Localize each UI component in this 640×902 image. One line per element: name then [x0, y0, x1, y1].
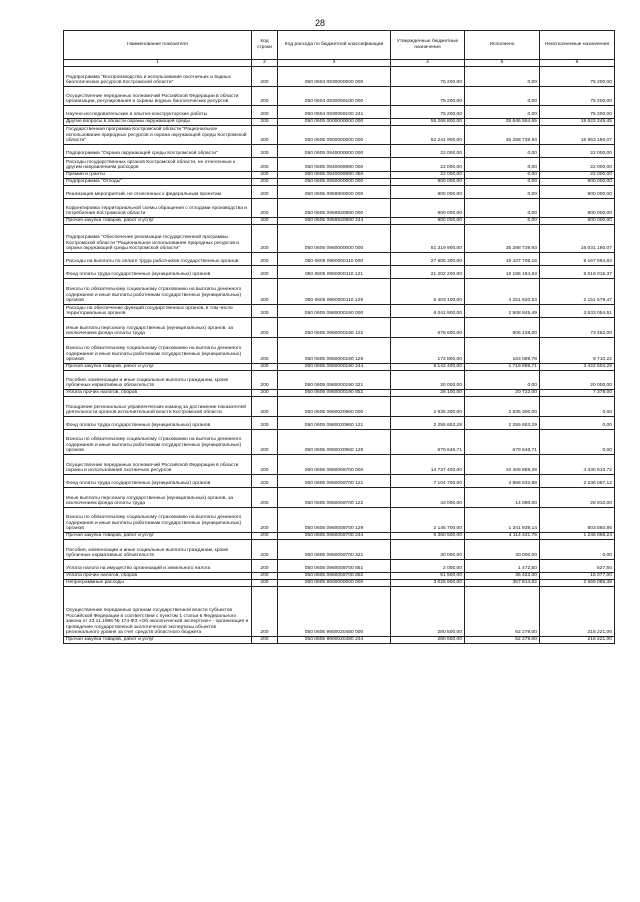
row-unexecuted-amount: 3 422 504,29 [540, 364, 615, 371]
table-row [64, 338, 615, 364]
row-unexecuted-amount: 6 016 015,37 [540, 266, 615, 279]
table-row [64, 488, 615, 508]
row-budget-code: 050 0605 0959920890 244 [278, 218, 391, 225]
row-executed-amount: 4 251 520,53 [465, 279, 540, 305]
row-approved-amount: 6 403 100,00 [391, 279, 465, 305]
row-name: Прочая закупка товаров, работ и услуг [64, 637, 252, 644]
table-header-row [64, 31, 615, 60]
row-budget-code: 050 0605 0960059700 851 [278, 560, 391, 573]
row-name: Расходы государственных органов Костромской области, не отнесенные к другим направлениям расходов [64, 158, 252, 172]
row-unexecuted-amount: 75 200,00 [540, 67, 615, 87]
row-line-code: 200 [252, 508, 278, 533]
row-budget-code: 050 0604 0930059100 241 [278, 106, 391, 119]
row-budget-code: 050 0605 0960000110 000 [278, 253, 391, 266]
row-budget-code: 050 0605 0940099990 000 [278, 158, 391, 172]
row-line-code: 200 [252, 253, 278, 266]
row-line-code: 200 [252, 560, 278, 573]
column-number: 4 [391, 60, 465, 67]
table-row [64, 218, 615, 225]
row-approved-amount: 30 000,00 [391, 540, 465, 560]
row-executed-amount: 14 090,00 [465, 488, 540, 508]
row-executed-amount: 0,00 [465, 371, 540, 390]
row-line-code: 200 [252, 488, 278, 508]
row-unexecuted-amount: 2 236 067,12 [540, 475, 615, 488]
row-line-code: 200 [252, 172, 278, 179]
row-executed-amount: 1 341 839,14 [465, 508, 540, 533]
row-executed-amount: 0,00 [465, 179, 540, 186]
row-approved-amount: 280 500,00 [391, 587, 465, 637]
row-line-code: 200 [252, 455, 278, 475]
row-line-code: 200 [252, 364, 278, 371]
row-unexecuted-amount: 803 860,86 [540, 508, 615, 533]
row-line-code: 200 [252, 119, 278, 126]
table-row [64, 172, 615, 179]
row-budget-code: 050 0605 0960000190 122 [278, 318, 391, 338]
row-approved-amount: 900 000,00 [391, 179, 465, 186]
row-budget-code: 050 0605 0960000190 000 [278, 305, 391, 318]
row-budget-code: 050 0604 0930059100 000 [278, 87, 391, 106]
row-budget-code: 050 0605 0960000110 121 [278, 266, 391, 279]
row-budget-code: 050 0605 0960059700 122 [278, 488, 391, 508]
row-executed-amount: 35 646 554,65 [465, 119, 540, 126]
row-executed-amount: 35 288 739,93 [465, 225, 540, 253]
row-line-code: 200 [252, 106, 278, 119]
row-name: Подпрограмма "Воспроизводство и использование охотничьих и водных биологических ресурсов Костромской области" [64, 67, 252, 87]
table-row [64, 186, 615, 199]
row-budget-code: 050 0605 0960000190 244 [278, 364, 391, 371]
table-row [64, 540, 615, 560]
row-executed-amount: 2 508 845,49 [465, 305, 540, 318]
row-approved-amount: 5 142 400,00 [391, 364, 465, 371]
row-approved-amount: 52 241 900,00 [391, 126, 465, 145]
row-unexecuted-amount: 0,00 [540, 430, 615, 455]
row-name: Фонд оплаты труда государственных (муниципальных) органов [64, 417, 252, 430]
row-unexecuted-amount: 75 200,00 [540, 106, 615, 119]
row-unexecuted-amount: 0,00 [540, 540, 615, 560]
table-row [64, 475, 615, 488]
table-row [64, 417, 615, 430]
row-name: Взносы по обязательному социальному страхованию на выплаты денежного содержания и иные выплаты работникам государственных (муниципальных) органов [64, 338, 252, 364]
column-header-unexecuted: Неисполненные назначения [540, 31, 615, 60]
row-name: Иные выплаты персоналу государственных (муниципальных) органов, за исключением фонда оплаты труда [64, 318, 252, 338]
row-executed-amount: 0,00 [465, 145, 540, 158]
row-approved-amount: 280 500,00 [391, 637, 465, 644]
table-row [64, 430, 615, 455]
row-executed-amount: 62 279,00 [465, 637, 540, 644]
table-row [64, 67, 615, 87]
column-number: 6 [540, 60, 615, 67]
row-unexecuted-amount: 22 000,00 [540, 158, 615, 172]
row-name: Пособия, компенсации и иные социальные выплаты гражданам, кроме публичных нормативных обязательств [64, 540, 252, 560]
row-approved-amount: 75 200,00 [391, 67, 465, 87]
row-unexecuted-amount: 900 000,00 [540, 186, 615, 199]
row-executed-amount: 4 868 632,88 [465, 475, 540, 488]
row-line-code: 200 [252, 67, 278, 87]
row-executed-amount: 30 000,00 [465, 540, 540, 560]
row-approved-amount: 900 000,00 [391, 186, 465, 199]
row-name: Непрограммные расходы [64, 580, 252, 587]
row-unexecuted-amount: 3 533 054,51 [540, 305, 615, 318]
row-approved-amount: 7 104 700,00 [391, 475, 465, 488]
row-executed-amount: 2 255 653,29 [465, 417, 540, 430]
row-approved-amount: 20 000,00 [391, 371, 465, 390]
row-unexecuted-amount: 900 000,00 [540, 218, 615, 225]
row-name: Подпрограмма "Охрана окружающей среды Костромской области" [64, 145, 252, 158]
row-approved-amount: 27 605 300,00 [391, 253, 465, 266]
row-name: Научно-исследовательские и опытно-конструкторские работы [64, 106, 252, 119]
row-unexecuted-amount: 75 200,00 [540, 87, 615, 106]
row-name: Поощрение региональных управленческих команд за достижение показателей деятельности органов исполнительной власти Костромской области [64, 397, 252, 417]
table-row [64, 580, 615, 587]
table-row [64, 253, 615, 266]
row-executed-amount: 15 186 184,63 [465, 266, 540, 279]
row-approved-amount: 2 145 700,00 [391, 508, 465, 533]
row-line-code: 200 [252, 186, 278, 199]
column-header-budget-code: Код расхода по бюджетной классификации [278, 31, 391, 60]
table-row [64, 279, 615, 305]
row-unexecuted-amount: 20 000,00 [540, 371, 615, 390]
table-row [64, 318, 615, 338]
row-budget-code: 050 0605 0960059700 000 [278, 455, 391, 475]
table-row [64, 533, 615, 540]
row-name: Фонд оплаты труда государственных (муниципальных) органов [64, 475, 252, 488]
row-name: Взносы по обязательному социальному страхованию на выплаты денежного содержания и иные выплаты работникам государственных (муниципальных) органов [64, 508, 252, 533]
row-unexecuted-amount: 22 000,00 [540, 145, 615, 158]
row-executed-amount: 35 288 739,93 [465, 126, 540, 145]
row-budget-code: 050 0605 9900000000 000 [278, 580, 391, 587]
row-budget-code: 050 0605 0950000000 000 [278, 179, 391, 186]
column-number: 1 [64, 60, 252, 67]
row-budget-code: 050 0605 0960020960 121 [278, 417, 391, 430]
row-name: Иные выплаты персоналу государственных (муниципальных) органов, за исключением фонда оплаты труда [64, 488, 252, 508]
row-approved-amount: 43 000,00 [391, 488, 465, 508]
row-name: Другие вопросы в области охраны окружающей среды [64, 119, 252, 126]
row-name: Уплата прочих налогов, сборов [64, 390, 252, 397]
row-line-code: 200 [252, 417, 278, 430]
row-executed-amount: 1 472,50 [465, 560, 540, 573]
row-budget-code: 050 0605 9900020480 000 [278, 587, 391, 637]
row-line-code: 200 [252, 225, 278, 253]
column-header-line-code: Код строки [252, 31, 278, 60]
row-executed-amount: 0,00 [465, 218, 540, 225]
row-approved-amount: 5 360 500,00 [391, 533, 465, 540]
table-row [64, 397, 615, 417]
row-approved-amount: 3 026 900,00 [391, 580, 465, 587]
row-line-code: 200 [252, 338, 278, 364]
row-budget-code: 050 0605 0940000000 000 [278, 145, 391, 158]
row-executed-amount: 4 114 431,76 [465, 533, 540, 540]
row-approved-amount: 51 319 900,00 [391, 225, 465, 253]
row-line-code: 200 [252, 397, 278, 417]
row-unexecuted-amount: 2 151 579,47 [540, 279, 615, 305]
row-budget-code: 050 0605 0000000000 000 [278, 119, 391, 126]
row-line-code: 200 [252, 199, 278, 218]
row-line-code: 200 [252, 158, 278, 172]
row-executed-amount: 0,00 [465, 186, 540, 199]
row-budget-code: 050 0605 0960020960 000 [278, 397, 391, 417]
column-header-name: Наименование показателя [64, 31, 252, 60]
column-number: 3 [278, 60, 391, 67]
row-executed-amount: 19 437 705,16 [465, 253, 540, 266]
row-name: Расходы на выплаты по оплате труда работников государственных органов [64, 253, 252, 266]
row-unexecuted-amount: 16 031 160,07 [540, 225, 615, 253]
row-line-code: 200 [252, 540, 278, 560]
row-name: Взносы по обязательному социальному страхованию на выплаты денежного содержания и иные выплаты работникам государственных (муниципальных) органов [64, 430, 252, 455]
row-unexecuted-amount: 218 221,00 [540, 637, 615, 644]
table-row [64, 87, 615, 106]
row-approved-amount: 172 800,00 [391, 338, 465, 364]
row-line-code: 200 [252, 371, 278, 390]
row-executed-amount: 605 138,00 [465, 318, 540, 338]
row-approved-amount: 6 041 900,00 [391, 305, 465, 318]
table-row [64, 637, 615, 644]
row-unexecuted-amount: 28 910,00 [540, 488, 615, 508]
row-budget-code: 050 0605 0960059700 121 [278, 475, 391, 488]
row-unexecuted-amount: 2 669 085,38 [540, 580, 615, 587]
row-budget-code: 050 0605 0940099990 350 [278, 172, 391, 179]
row-budget-code: 050 0605 0960020960 129 [278, 430, 391, 455]
table-row [64, 455, 615, 475]
row-name: Осуществление переданных органам государственной власти субъектов Российской Федерации в соответствии с пунктом 1 статьи 6 Федерального закона от 23.11.1995 № 174-ФЗ «Об экологической экспертизе» - организация и проведение государственной экологической экспертизы объектов регионального уровня за счет средств областного бюджета [64, 587, 252, 637]
row-budget-code: 050 0605 0959920890 000 [278, 199, 391, 218]
row-unexecuted-amount: 73 462,00 [540, 318, 615, 338]
row-budget-code: 050 0605 0960059700 129 [278, 508, 391, 533]
row-name: Пособия, компенсации и иные социальные выплаты гражданам, кроме публичных нормативных обязательств [64, 371, 252, 390]
row-line-code: 200 [252, 318, 278, 338]
row-unexecuted-amount: 900 000,00 [540, 199, 615, 218]
row-executed-amount: 0,00 [465, 106, 540, 119]
row-approved-amount: 22 000,00 [391, 158, 465, 172]
row-budget-code: 050 0605 9900020480 244 [278, 637, 391, 644]
table-body [64, 67, 615, 644]
row-approved-amount: 678 600,00 [391, 318, 465, 338]
row-executed-amount: 679 646,71 [465, 430, 540, 455]
row-name: Расходы на обеспечение функций государственных органов, в том числе территориальных органов [64, 305, 252, 318]
row-budget-code: 050 0605 0960000000 000 [278, 225, 391, 253]
row-executed-amount: 357 814,62 [465, 580, 540, 587]
page-number: 28 [314, 18, 325, 28]
row-approved-amount: 22 000,00 [391, 145, 465, 158]
row-unexecuted-amount: 0,00 [540, 397, 615, 417]
row-budget-code: 050 0605 0900000000 000 [278, 126, 391, 145]
row-name: Корректировка территориальной схемы обращения с отходами производства и потребления Костромской области [64, 199, 252, 218]
table-row [64, 390, 615, 397]
row-line-code: 200 [252, 87, 278, 106]
column-number: 2 [252, 60, 278, 67]
table-row [64, 126, 615, 145]
row-executed-amount: 20 722,00 [465, 390, 540, 397]
table-row [64, 179, 615, 186]
row-executed-amount: 0,00 [465, 172, 540, 179]
row-unexecuted-amount: 7 378,00 [540, 390, 615, 397]
row-name: Прочая закупка товаров, работ и услуг [64, 533, 252, 540]
row-name: Прочая закупка товаров, работ и услуг [64, 364, 252, 371]
table-row [64, 305, 615, 318]
row-name: Взносы по обязательному социальному страхованию на выплаты денежного содержания и иные выплаты работникам государственных (муниципальных) органов [64, 279, 252, 305]
row-approved-amount: 75 200,00 [391, 87, 465, 106]
row-budget-code: 050 0605 0960000190 321 [278, 371, 391, 390]
row-unexecuted-amount: 4 330 510,72 [540, 455, 615, 475]
row-unexecuted-amount: 218 221,00 [540, 587, 615, 637]
row-budget-code: 050 0605 0960059700 244 [278, 533, 391, 540]
table-row [64, 199, 615, 218]
row-line-code: 200 [252, 279, 278, 305]
row-unexecuted-amount: 900 000,00 [540, 179, 615, 186]
row-approved-amount: 900 000,00 [391, 218, 465, 225]
row-budget-code: 050 0605 0960000190 852 [278, 390, 391, 397]
row-approved-amount: 900 000,00 [391, 199, 465, 218]
row-budget-code: 050 0605 0960059700 321 [278, 540, 391, 560]
row-name: Подпрограмма "Обеспечение реализации государственной программы Костромской области "Рациональное использование природных ресурсов и охрана окружающей среды Костромской области" [64, 225, 252, 253]
row-approved-amount: 28 100,00 [391, 390, 465, 397]
row-unexecuted-amount: 0,00 [540, 417, 615, 430]
row-approved-amount: 22 000,00 [391, 172, 465, 179]
table-row [64, 119, 615, 126]
table-row [64, 106, 615, 119]
row-executed-amount: 0,00 [465, 67, 540, 87]
row-executed-amount: 1 719 895,71 [465, 364, 540, 371]
row-unexecuted-amount: 8 167 594,84 [540, 253, 615, 266]
row-name: Фонд оплаты труда государственных (муниципальных) органов [64, 266, 252, 279]
row-line-code: 200 [252, 266, 278, 279]
row-line-code: 200 [252, 126, 278, 145]
row-line-code: 200 [252, 573, 278, 580]
row-budget-code: 050 0605 0960000190 129 [278, 338, 391, 364]
row-approved-amount: 14 737 400,00 [391, 455, 465, 475]
row-line-code: 200 [252, 637, 278, 644]
row-name: Уплата налога на имущество организаций и земельного налога [64, 560, 252, 573]
row-unexecuted-amount: 19 622 245,45 [540, 119, 615, 126]
row-name: Премии и гранты [64, 172, 252, 179]
table-row [64, 364, 615, 371]
column-number: 5 [465, 60, 540, 67]
row-executed-amount: 36 423,00 [465, 573, 540, 580]
row-executed-amount: 62 279,00 [465, 587, 540, 637]
row-line-code: 200 [252, 475, 278, 488]
column-header-executed: Исполнено [465, 31, 540, 60]
row-executed-amount: 2 935 300,00 [465, 397, 540, 417]
row-unexecuted-amount: 1 246 068,24 [540, 533, 615, 540]
table-row [64, 145, 615, 158]
row-line-code: 200 [252, 218, 278, 225]
row-line-code: 200 [252, 430, 278, 455]
table-row [64, 158, 615, 172]
row-approved-amount: 2 255 653,29 [391, 417, 465, 430]
row-executed-amount: 163 089,78 [465, 338, 540, 364]
row-line-code: 200 [252, 145, 278, 158]
row-line-code: 200 [252, 390, 278, 397]
column-header-approved: Утвержденные бюджетные назначения [391, 31, 465, 60]
column-number-row [64, 60, 615, 67]
row-line-code: 200 [252, 533, 278, 540]
row-name: Прочая закупка товаров, работ и услуг [64, 218, 252, 225]
row-unexecuted-amount: 15 077,00 [540, 573, 615, 580]
row-executed-amount: 0,00 [465, 199, 540, 218]
table-row [64, 587, 615, 637]
table-row [64, 225, 615, 253]
row-executed-amount: 10 406 889,28 [465, 455, 540, 475]
table-row [64, 573, 615, 580]
table-row [64, 560, 615, 573]
table-row [64, 508, 615, 533]
row-executed-amount: 0,00 [465, 87, 540, 106]
row-name: Уплата прочих налогов, сборов [64, 573, 252, 580]
row-budget-code: 050 0605 0960000110 129 [278, 279, 391, 305]
row-unexecuted-amount: 527,50 [540, 560, 615, 573]
row-unexecuted-amount: 16 953 160,07 [540, 126, 615, 145]
table-row [64, 266, 615, 279]
row-line-code: 200 [252, 305, 278, 318]
row-approved-amount: 55 268 800,00 [391, 119, 465, 126]
row-line-code: 200 [252, 587, 278, 637]
row-approved-amount: 679 646,71 [391, 430, 465, 455]
row-approved-amount: 21 202 200,00 [391, 266, 465, 279]
row-line-code: 200 [252, 179, 278, 186]
row-name: Реализация мероприятий, не отнесенных к федеральным проектам [64, 186, 252, 199]
row-name: Государственная программа Костромской области "Рациональное использование природных ресурсов и охрана окружающей среды Костромской области" [64, 126, 252, 145]
row-unexecuted-amount: 9 710,22 [540, 338, 615, 364]
row-unexecuted-amount: 22 000,00 [540, 172, 615, 179]
row-name: Подпрограмма "Отходы" [64, 179, 252, 186]
row-name: Осуществление переданных полномочий Российской Федерации в области охраны и использования охотничьих ресурсов [64, 455, 252, 475]
row-budget-code: 050 0604 0930000000 000 [278, 67, 391, 87]
row-executed-amount: 0,00 [465, 158, 540, 172]
row-budget-code: 050 0605 0960059700 852 [278, 573, 391, 580]
row-approved-amount: 2 935 300,00 [391, 397, 465, 417]
budget-execution-table [63, 30, 615, 644]
row-budget-code: 050 0605 0959900000 000 [278, 186, 391, 199]
row-line-code: 200 [252, 580, 278, 587]
row-approved-amount: 75 200,00 [391, 106, 465, 119]
table-row [64, 371, 615, 390]
row-name: Осуществление переданных полномочий Российской Федерации в области организации, регулирования и охраны водных биологических ресурсов [64, 87, 252, 106]
row-approved-amount: 51 500,00 [391, 573, 465, 580]
row-approved-amount: 2 000,00 [391, 560, 465, 573]
